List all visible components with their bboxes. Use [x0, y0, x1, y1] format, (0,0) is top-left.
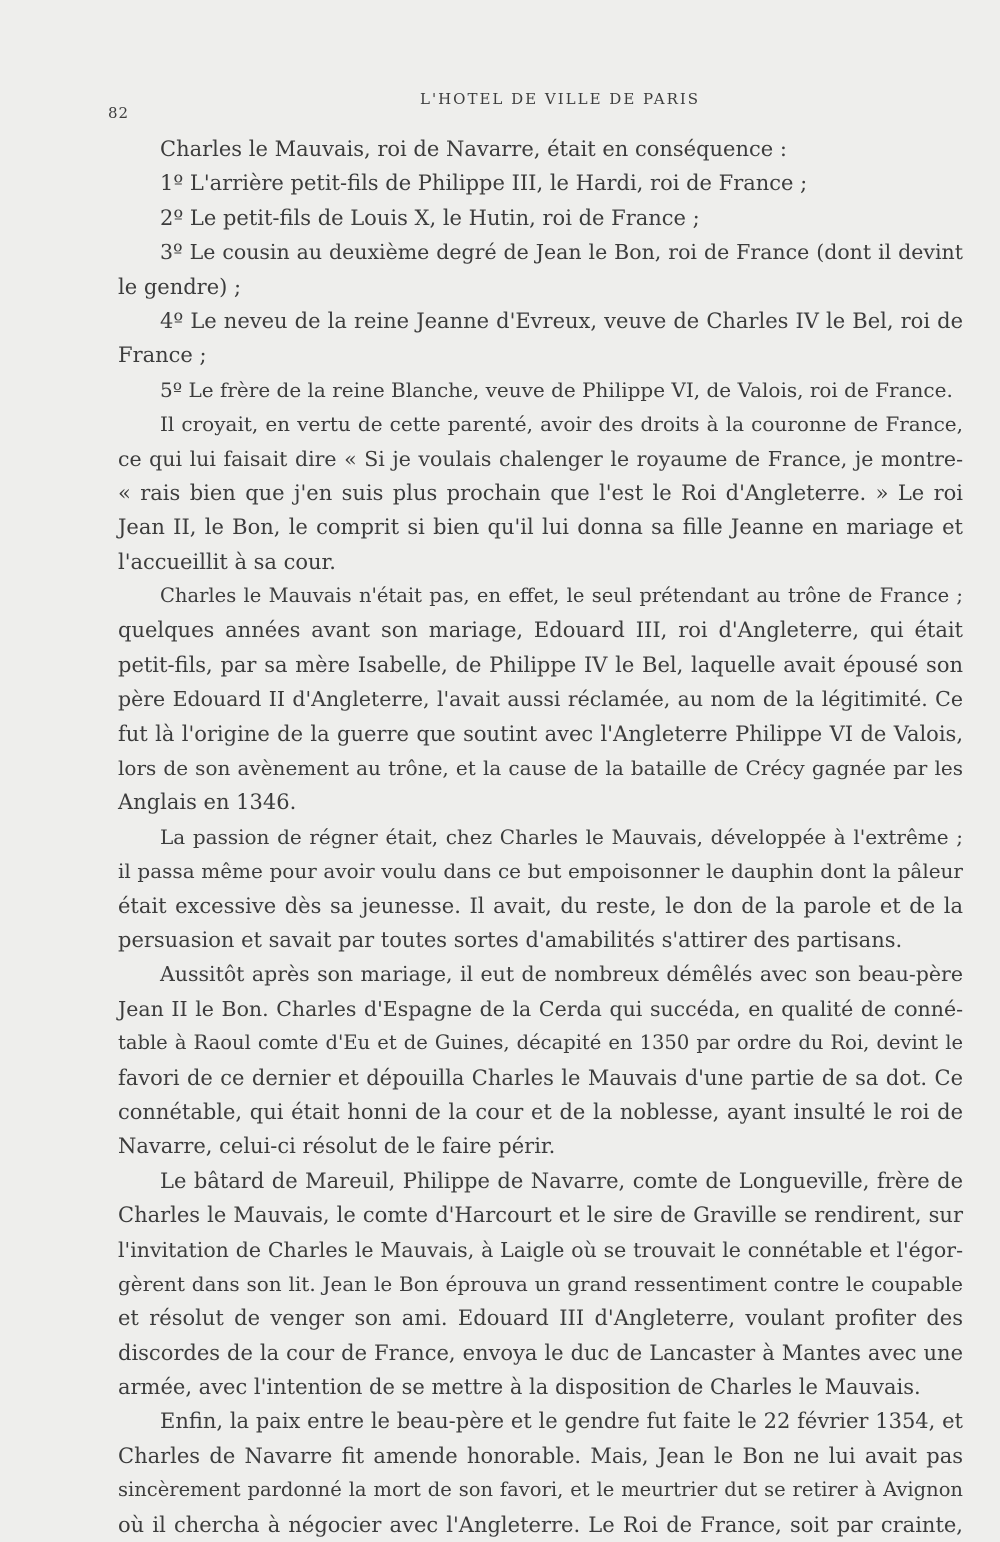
text-line: Anglais en 1346.: [118, 790, 297, 815]
paragraph: [118, 407, 963, 579]
text-line: Navarre, celui-ci résolut de le faire périr.: [118, 1134, 556, 1159]
text-line: lors de son avènement au trône, et la cause de la bataille de Crécy gagnée par les: [118, 756, 963, 781]
text-line: 4º Le neveu de la reine Jeanne d'Evreux, veuve de Charles IV le Bel, roi de: [160, 308, 963, 333]
paragraph: [118, 132, 963, 166]
text-line: discordes de la cour de France, envoya le duc de Lancaster à Mantes avec une: [118, 1340, 963, 1365]
text-line: 2º Le petit-fils de Louis X, le Hutin, roi de France ;: [160, 205, 700, 230]
paragraph: [118, 820, 963, 958]
paragraph: [118, 1404, 963, 1542]
text-line: Charles le Mauvais n'était pas, en effet, le seul prétendant au trône de France ;: [160, 584, 963, 608]
text-line: armée, avec l'intention de se mettre à la disposition de Charles le Mauvais.: [118, 1375, 921, 1400]
text-line: France ;: [118, 343, 207, 368]
text-line: Charles de Navarre fit amende honorable. Mais, Jean le Bon ne lui avait pas: [118, 1443, 963, 1468]
paragraph: [118, 235, 963, 304]
page-header: [108, 88, 968, 128]
text-line: Jean II, le Bon, le comprit si bien qu'il lui donna sa fille Jeanne en mariage et: [118, 515, 963, 540]
text-line: était excessive dès sa jeunesse. Il avait, du reste, le don de la parole et de la: [118, 893, 963, 918]
text-line: sincèrement pardonné la mort de son favori, et le meurtrier dut se retirer à Avignon: [118, 1478, 963, 1502]
text-line: « rais bien que j'en suis plus prochain que l'est le Roi d'Angleterre. » Le roi: [118, 480, 963, 505]
text-line: 1º L'arrière petit-fils de Philippe III, le Hardi, roi de France ;: [160, 171, 808, 196]
text-line: table à Raoul comte d'Eu et de Guines, décapité en 1350 par ordre du Roi, devint le: [118, 1031, 963, 1055]
body-text: [118, 132, 963, 1542]
paragraph: [118, 201, 963, 235]
paragraph: [118, 166, 963, 200]
text-line: Charles le Mauvais, le comte d'Harcourt et le sire de Graville se rendirent, sur: [118, 1203, 963, 1228]
text-line: 5º Le frère de la reine Blanche, veuve de Philippe VI, de Valois, roi de France.: [160, 377, 953, 402]
running-title: L'HOTEL DE VILLE DE PARIS: [420, 90, 701, 108]
text-line: ce qui lui faisait dire « Si je voulais chalenger le royaume de France, je montre-: [118, 446, 963, 471]
text-line: et résolut de venger son ami. Edouard III d'Angleterre, voulant profiter des: [118, 1306, 963, 1331]
text-line: persuasion et savait par toutes sortes d'amabilités s'attirer des partisans.: [118, 927, 903, 952]
text-line: 3º Le cousin au deuxième degré de Jean le Bon, roi de France (dont il devint: [160, 240, 963, 265]
text-line: Enfin, la paix entre le beau-père et le gendre fut faite le 22 février 1354, et: [160, 1409, 963, 1434]
text-line: père Edouard II d'Angleterre, l'avait aussi réclamée, au nom de la légitimité. Ce: [118, 687, 963, 712]
text-line: l'invitation de Charles le Mauvais, à Laigle où se trouvait le connétable et l'égor-: [118, 1237, 963, 1262]
text-line: Il croyait, en vertu de cette parenté, avoir des droits à la couronne de France,: [160, 412, 963, 437]
text-line: Aussitôt après son mariage, il eut de nombreux démêlés avec son beau-père: [160, 962, 963, 987]
text-line: gèrent dans son lit. Jean le Bon éprouva un grand ressentiment contre le coupable: [118, 1271, 963, 1296]
page-number: 82: [108, 104, 130, 122]
paragraph: [118, 1164, 963, 1405]
text-line: favori de ce dernier et dépouilla Charles le Mauvais d'une partie de sa dot. Ce: [118, 1065, 963, 1090]
paragraph: [118, 957, 963, 1163]
text-line: petit-fils, par sa mère Isabelle, de Philippe IV le Bel, laquelle avait épousé son: [118, 652, 963, 677]
paragraph: [118, 373, 963, 407]
text-line: quelques années avant son mariage, Edouard III, roi d'Angleterre, qui était: [118, 618, 963, 643]
paragraph: [118, 304, 963, 373]
text-line: La passion de régner était, chez Charles le Mauvais, développée à l'extrême ;: [160, 824, 963, 849]
text-line: il passa même pour avoir voulu dans ce but empoisonner le dauphin dont la pâleur: [118, 859, 963, 884]
text-line: Charles le Mauvais, roi de Navarre, était en conséquence :: [160, 137, 787, 161]
paragraph: [118, 579, 963, 820]
text-line: l'accueillit à sa cour.: [118, 549, 336, 574]
text-line: le gendre) ;: [118, 274, 242, 299]
text-line: fut là l'origine de la guerre que soutint avec l'Angleterre Philippe VI de Valois,: [118, 721, 963, 746]
text-line: Jean II le Bon. Charles d'Espagne de la Cerda qui succéda, en qualité de conné-: [118, 996, 963, 1021]
text-line: où il chercha à négocier avec l'Angleterre. Le Roi de France, soit par crainte,: [118, 1512, 963, 1537]
text-line: Le bâtard de Mareuil, Philippe de Navarre, comte de Longueville, frère de: [160, 1168, 963, 1193]
text-line: connétable, qui était honni de la cour et de la noblesse, ayant insulté le roi de: [118, 1099, 963, 1124]
